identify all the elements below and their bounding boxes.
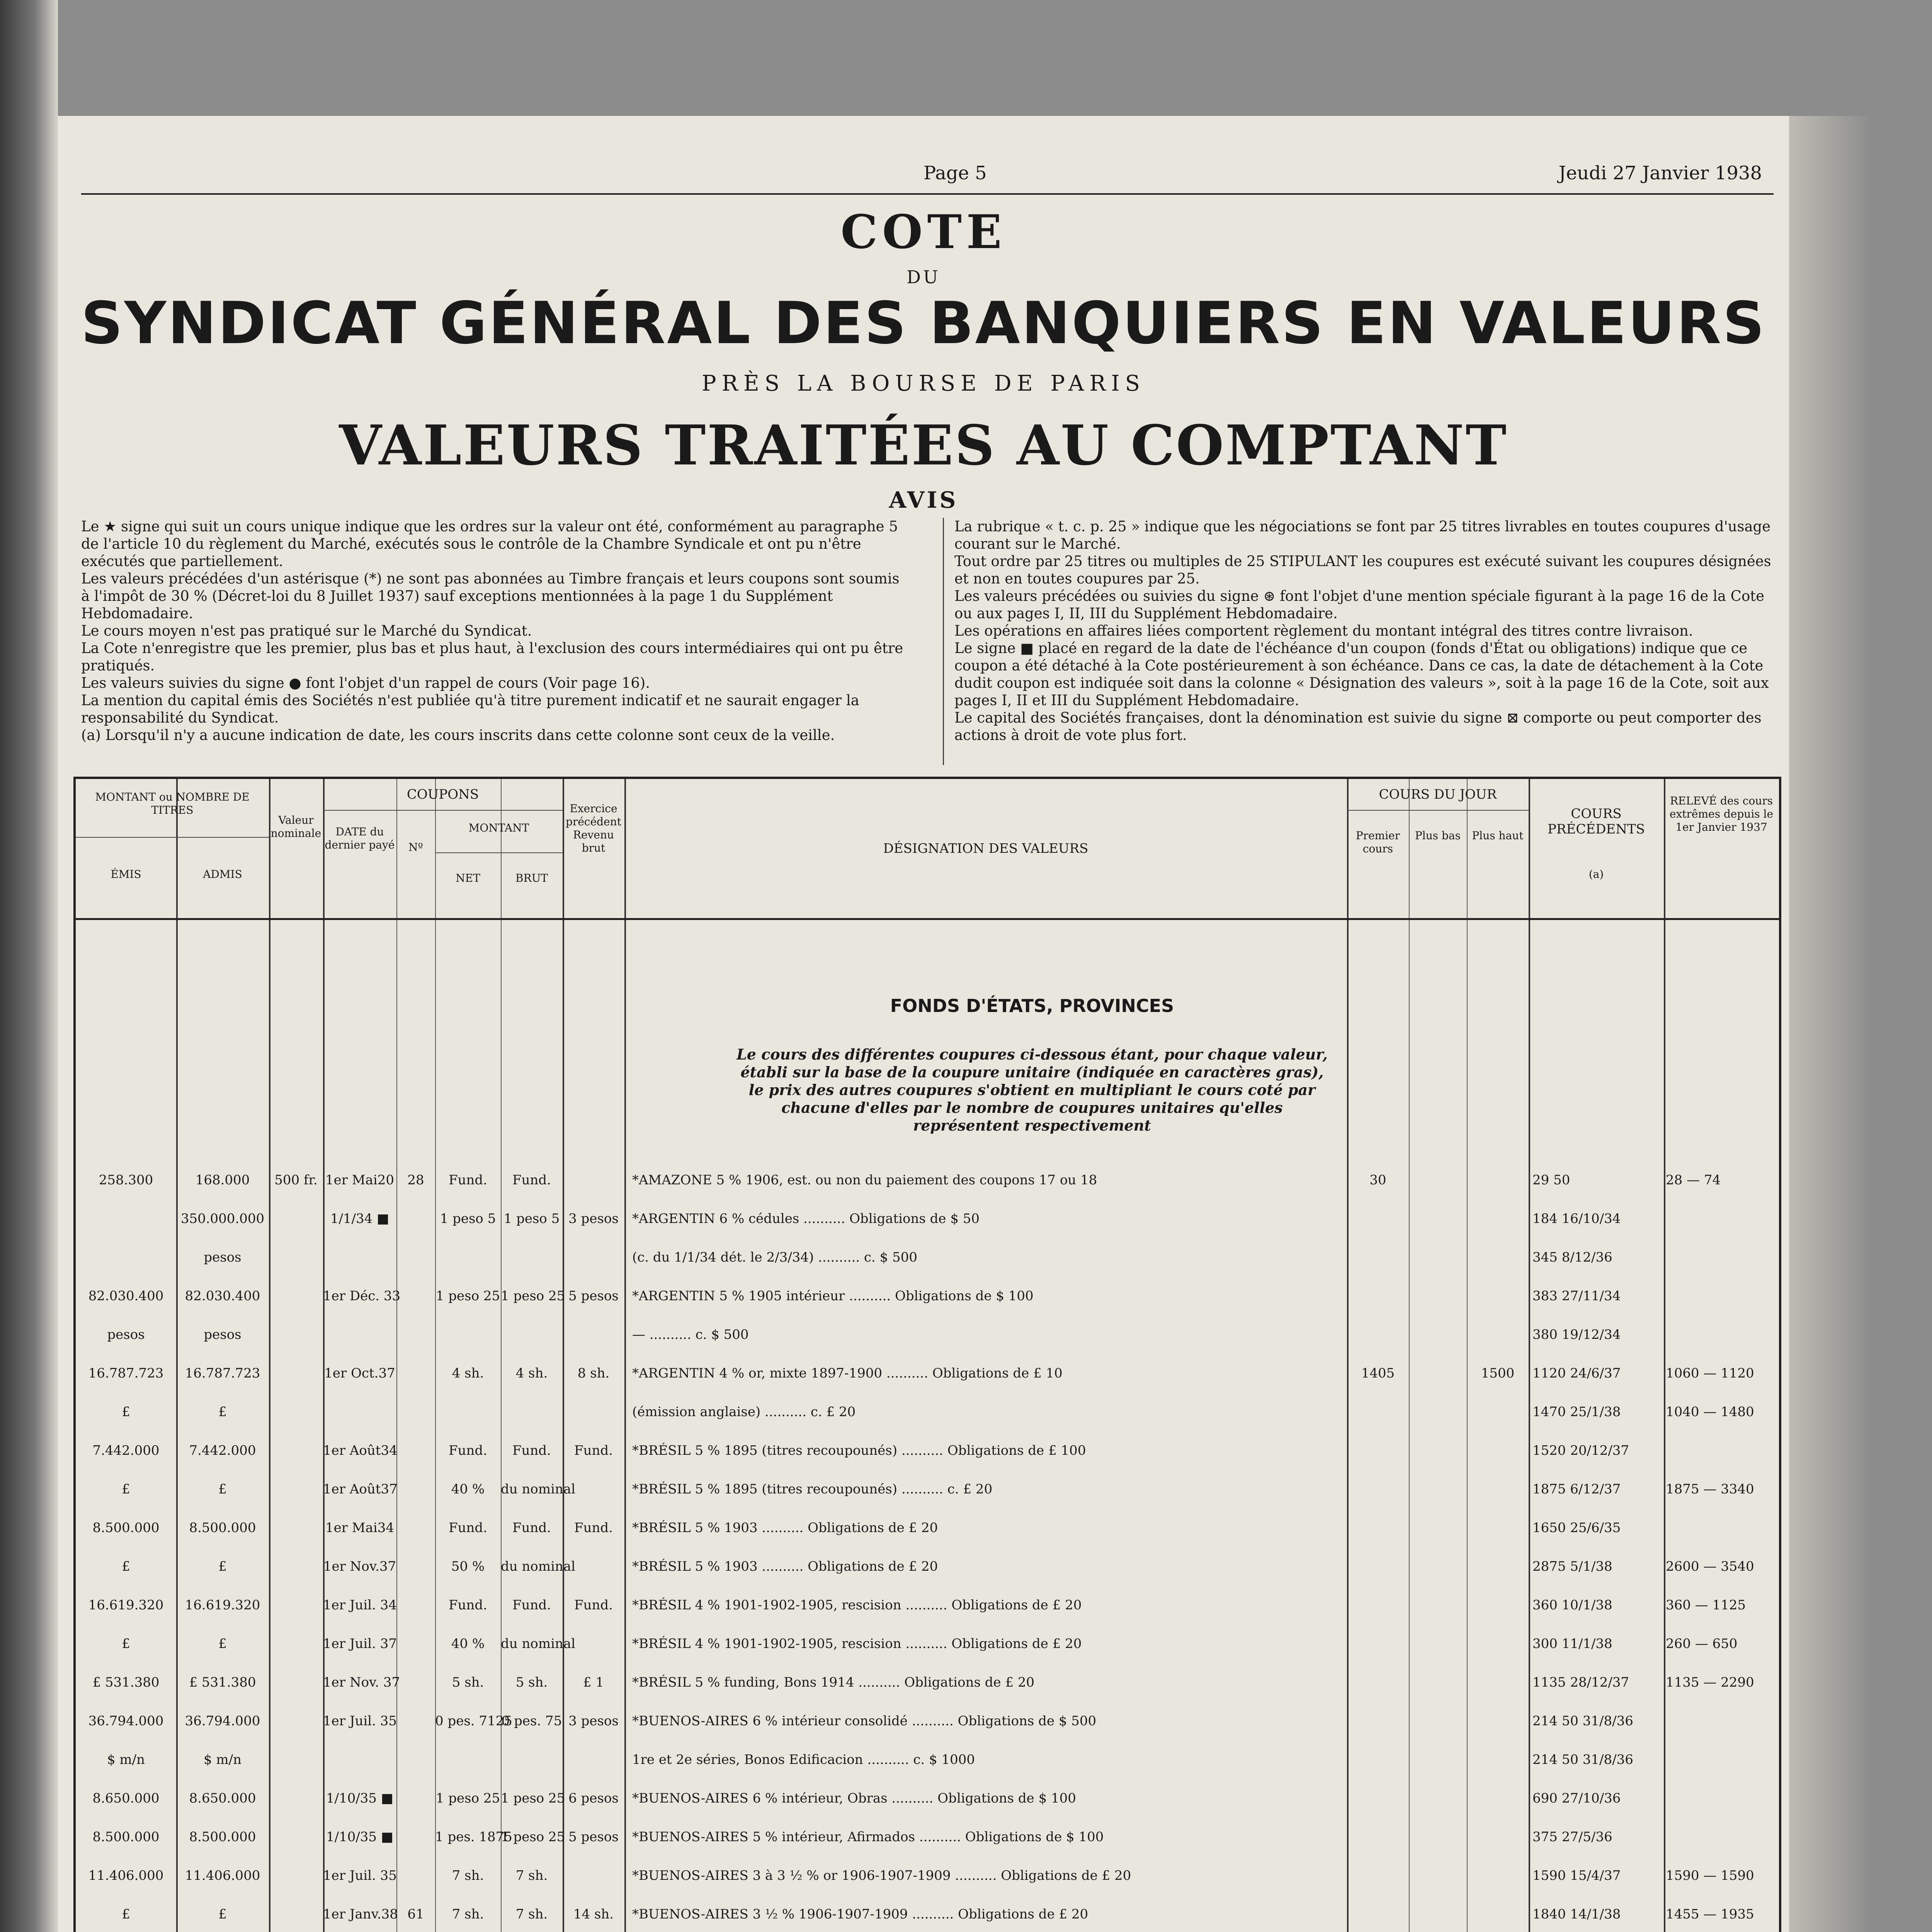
cell-emis: £ — [122, 1481, 130, 1497]
header-sub-rule — [76, 837, 269, 838]
cell-prec: 383 27/11/34 — [1532, 1288, 1621, 1304]
cell-exercice: Fund. — [574, 1443, 613, 1458]
cell-brut: Fund. — [512, 1172, 551, 1188]
header-sub-rule — [435, 852, 563, 853]
table-row — [76, 1169, 1779, 1191]
cell-exercice: 14 sh. — [573, 1906, 614, 1922]
book-binding-shadow — [0, 0, 58, 1932]
header-designation: DÉSIGNATION DES VALEURS — [883, 841, 1088, 856]
cell-releve: 1590 — 1590 — [1666, 1868, 1754, 1883]
cell-exercice: 6 pesos — [568, 1791, 619, 1806]
cell-emis: 11.406.000 — [88, 1868, 164, 1883]
cell-admis: $ m/n — [203, 1752, 242, 1767]
cell-net: 1 peso 25 — [435, 1288, 500, 1304]
cell-date: 1er Déc. 33 — [323, 1288, 401, 1304]
avis-paragraph: La mention du capital émis des Sociétés n'est publiée qu'à titre purement indicatif et ne saurait engager la responsabilité du Syndicat. — [81, 692, 859, 726]
issue-date: Jeudi 27 Janvier 1938 — [1558, 162, 1762, 184]
page-number: Page 5 — [923, 162, 987, 184]
cell-date: 1/10/35 ■ — [326, 1791, 393, 1806]
cell-net: Fund. — [449, 1172, 487, 1188]
cell-exercice: 3 pesos — [568, 1713, 619, 1729]
cell-date: 1er Janv.38 — [323, 1906, 398, 1922]
cell-prec: 29 50 — [1532, 1172, 1570, 1188]
avis-paragraph: Les valeurs précédées d'un astérisque (*) ne sont pas abonnées au Timbre français et leurs coupons sont soumis à l'impôt de 30 % (Décret-loi du 8 Juillet 1937) sauf exceptions mentionnées à la page 1 du Supplément Hebdomadaire. — [81, 570, 900, 622]
cell-designation: *BUENOS-AIRES 3 ½ % 1906-1907-1909 .......... Obligations de £ 20 — [632, 1906, 1088, 1922]
cell-designation: *BRÉSIL 5 % 1903 .......... Obligations de £ 20 — [632, 1559, 938, 1574]
cell-designation: — .......... c. $ 500 — [632, 1327, 749, 1342]
avis-left-column — [81, 518, 908, 744]
cell-brut: 4 sh. — [515, 1366, 548, 1381]
avis-paragraph: (a) Lorsqu'il n'y a aucune indication de date, les cours inscrits dans cette colonne sont ceux de la veille. — [81, 727, 835, 743]
cell-designation: *ARGENTIN 6 % cédules .......... Obligations de $ 50 — [632, 1211, 980, 1226]
cell-prec: 345 8/12/36 — [1532, 1250, 1612, 1265]
cell-brut: 1 peso 5 — [503, 1211, 560, 1226]
cell-emis: $ m/n — [107, 1752, 145, 1767]
cell-prec: 1590 15/4/37 — [1532, 1868, 1621, 1883]
header-emis: ÉMIS — [111, 868, 141, 881]
cell-brut: Fund. — [512, 1597, 551, 1613]
header-montant-coupon: MONTANT — [468, 821, 529, 834]
cell-designation: 1re et 2e séries, Bonos Edificacion .......... c. $ 1000 — [632, 1752, 975, 1767]
header-date-dernier: DATE du dernier payé — [325, 825, 395, 851]
table-row — [76, 1826, 1779, 1848]
header-cours-jour: COURS DU JOUR — [1379, 787, 1497, 802]
cell-admis: 350.000.000 — [180, 1211, 265, 1226]
section-fonds-note: Le cours des différentes coupures ci-dessous étant, pour chaque valeur, établi sur la base de la coupure unitaire (indiquée en caractères gras), le prix des autres coupures s'obtient en multipliant le cours coté par chacune d'elles par le nombre de coupures unitaires qu'elles représentent respectivement — [736, 1046, 1328, 1134]
avis-paragraph: Les valeurs suivies du signe ● font l'objet d'un rappel de cours (Voir page 16). — [81, 675, 650, 691]
table-row — [76, 1478, 1779, 1500]
cell-date: 1er Mai20 — [325, 1172, 395, 1188]
cell-brut: 1 peso 25 — [501, 1288, 565, 1304]
cell-releve: 1455 — 1935 — [1666, 1906, 1754, 1922]
avis-divider — [943, 518, 944, 765]
avis-paragraph: Les opérations en affaires liées comportent règlement du montant intégral des titres contre livraison. — [954, 622, 1693, 639]
cell-emis: 16.787.723 — [88, 1366, 164, 1381]
cell-releve: 260 — 650 — [1666, 1636, 1738, 1651]
cell-valeur: 500 fr. — [274, 1172, 318, 1188]
cell-designation: *AMAZONE 5 % 1906, est. ou non du paiement des coupons 17 ou 18 — [632, 1172, 1097, 1188]
cell-date: 1er Juil. 35 — [323, 1713, 397, 1729]
cell-net: Fund. — [449, 1520, 487, 1536]
table-row — [76, 1556, 1779, 1577]
cell-releve: 2600 — 3540 — [1666, 1559, 1754, 1574]
cell-exercice: 3 pesos — [568, 1211, 619, 1226]
table-row — [76, 1903, 1779, 1925]
cell-emis: 8.500.000 — [92, 1829, 160, 1845]
cell-designation: *BRÉSIL 5 % funding, Bons 1914 .......... Obligations de £ 20 — [632, 1675, 1035, 1690]
cell-premier: 30 — [1369, 1172, 1386, 1188]
cell-designation: (c. du 1/1/34 dét. le 2/3/34) .......... c. $ 500 — [632, 1250, 917, 1265]
table-row — [76, 1633, 1779, 1655]
cell-brut: du nominal — [501, 1481, 575, 1497]
header-brut: BRUT — [515, 872, 548, 884]
header-exercice: Exercice précédent Revenu brut — [566, 802, 621, 854]
cell-admis: £ 531.380 — [189, 1675, 256, 1690]
cell-prec: 1135 28/12/37 — [1532, 1675, 1629, 1690]
cell-designation: *ARGENTIN 5 % 1905 intérieur .......... Obligations de $ 100 — [632, 1288, 1034, 1304]
table-row — [76, 1247, 1779, 1268]
header-releve: RELEVÉ des cours extrêmes depuis le 1er Janvier 1937 — [1669, 794, 1774, 833]
cell-designation: *BUENOS-AIRES 5 % intérieur, Afirmados .......... Obligations de $ 100 — [632, 1829, 1104, 1845]
cell-brut: 5 sh. — [515, 1675, 548, 1690]
cell-admis: 11.406.000 — [185, 1868, 260, 1883]
cell-admis: 168.000 — [195, 1172, 250, 1188]
table-row — [76, 1749, 1779, 1770]
cell-admis: £ — [218, 1404, 227, 1420]
cell-admis: 8.500.000 — [189, 1520, 256, 1536]
cell-designation: *BRÉSIL 5 % 1903 .......... Obligations de £ 20 — [632, 1520, 938, 1536]
cell-admis: 8.500.000 — [189, 1829, 256, 1845]
cell-date: 1er Oct.37 — [324, 1366, 395, 1381]
page-header — [81, 158, 1774, 193]
cell-brut: 0 pes. 75 — [501, 1713, 562, 1729]
cell-net: Fund. — [449, 1443, 487, 1458]
cell-brut: Fund. — [512, 1520, 551, 1536]
subtitle: PRÈS LA BOURSE DE PARIS — [701, 371, 1146, 396]
cell-prec: 184 16/10/34 — [1532, 1211, 1621, 1226]
table-row — [76, 1710, 1779, 1732]
cell-emis: £ — [122, 1404, 130, 1420]
cell-prec: 1470 25/1/38 — [1532, 1404, 1621, 1420]
cell-date: 1er Août37 — [323, 1481, 398, 1497]
header-montant: MONTANT ou NOMBRE DE TITRES — [95, 791, 250, 816]
cell-date: 1er Juil. 37 — [323, 1636, 397, 1651]
cell-exercice: Fund. — [574, 1597, 613, 1613]
page-edge-shadow — [1789, 116, 1932, 1932]
cell-net: 5 sh. — [452, 1675, 484, 1690]
avis-paragraph: La Cote n'enregistre que les premier, plus bas et plus haut, à l'exclusion des cours intermédiaires qui ont pu être pratiqués. — [81, 640, 903, 674]
cell-net: 4 sh. — [452, 1366, 484, 1381]
avis-paragraph: Le cours moyen n'est pas pratiqué sur le Marché du Syndicat. — [81, 622, 532, 639]
cell-haut: 1500 — [1481, 1366, 1515, 1381]
cell-admis: 36.794.000 — [185, 1713, 260, 1729]
cell-designation: *BUENOS-AIRES 6 % intérieur, Obras .......... Obligations de $ 100 — [632, 1791, 1076, 1806]
cell-prec: 1520 20/12/37 — [1532, 1443, 1629, 1458]
cell-net: Fund. — [449, 1597, 487, 1613]
cell-date: 1er Mai34 — [325, 1520, 395, 1536]
avis-paragraph: Les valeurs précédées ou suivies du signe ⊛ font l'objet d'une mention spéciale figurant à la page 16 de la Cote ou aux pages I, II, III du Supplément Hebdomadaire. — [954, 588, 1764, 622]
cell-premier: 1405 — [1361, 1366, 1395, 1381]
avis-paragraph: Le capital des Sociétés françaises, dont la dénomination est suivie du signe ⊠ comporte ou peut comporter des actions à droit de vote plus fort. — [954, 709, 1762, 743]
section-title: VALEURS TRAITÉES AU COMPTANT — [339, 413, 1508, 478]
cell-releve: 28 — 74 — [1666, 1172, 1721, 1188]
cell-prec: 380 19/12/34 — [1532, 1327, 1621, 1342]
header-sub-rule — [323, 810, 563, 811]
table-row — [76, 1594, 1779, 1616]
cell-emis: 258.300 — [99, 1172, 153, 1188]
cell-date: 1er Nov.37 — [323, 1559, 396, 1574]
cell-admis: pesos — [204, 1327, 242, 1342]
cell-admis: £ — [218, 1559, 227, 1574]
cell-admis: pesos — [204, 1250, 242, 1265]
avis-right-column — [954, 518, 1781, 744]
cell-prec: 214 50 31/8/36 — [1532, 1752, 1633, 1767]
header-sub-rule — [1347, 810, 1529, 811]
cell-releve: 1135 — 2290 — [1666, 1675, 1754, 1690]
cell-net: 1 pes. 1875 — [435, 1829, 512, 1845]
cell-num: 61 — [407, 1906, 424, 1922]
cell-emis: 8.650.000 — [92, 1791, 160, 1806]
cell-exercice: Fund. — [574, 1520, 613, 1536]
cell-prec: 1120 24/6/37 — [1532, 1366, 1621, 1381]
cell-brut: 7 sh. — [515, 1906, 548, 1922]
table-row — [76, 1208, 1779, 1230]
cell-date: 1/10/35 ■ — [326, 1829, 393, 1845]
header-bottom-rule — [76, 918, 1779, 920]
cell-releve: 1875 — 3340 — [1666, 1481, 1754, 1497]
table-row — [76, 1865, 1779, 1886]
cell-net: 40 % — [451, 1636, 485, 1651]
cell-date: 1er Nov. 37 — [323, 1675, 400, 1690]
cell-exercice: £ 1 — [583, 1675, 604, 1690]
table-row — [76, 1787, 1779, 1809]
cell-net: 1 peso 25 — [435, 1791, 500, 1806]
cell-releve: 360 — 1125 — [1666, 1597, 1746, 1613]
header-valeur: Valeur nominale — [270, 814, 321, 840]
cell-net: 7 sh. — [452, 1906, 484, 1922]
cell-net: 40 % — [451, 1481, 485, 1497]
header-net: NET — [456, 872, 480, 884]
cell-releve: 1040 — 1480 — [1666, 1404, 1754, 1420]
table-row — [76, 1440, 1779, 1461]
cell-net: 50 % — [451, 1559, 485, 1574]
cell-emis: £ — [122, 1906, 130, 1922]
cell-designation: *BRÉSIL 4 % 1901-1902-1905, rescision .......... Obligations de £ 20 — [632, 1597, 1082, 1613]
cell-designation: *BUENOS-AIRES 3 à 3 ½ % or 1906-1907-1909 .......... Obligations de £ 20 — [632, 1868, 1131, 1883]
cell-designation: *ARGENTIN 4 % or, mixte 1897-1900 .......... Obligations de £ 10 — [632, 1366, 1063, 1381]
cell-emis: 82.030.400 — [88, 1288, 164, 1304]
cell-emis: 36.794.000 — [88, 1713, 164, 1729]
cell-prec: 214 50 31/8/36 — [1532, 1713, 1633, 1729]
cell-brut: du nominal — [501, 1636, 575, 1651]
cell-brut: 1 peso 25 — [501, 1791, 565, 1806]
cell-prec: 360 10/1/38 — [1532, 1597, 1612, 1613]
table-row — [76, 1672, 1779, 1693]
newspaper-page — [58, 116, 1789, 1932]
du-word: DU — [906, 267, 940, 287]
cell-designation: *BRÉSIL 5 % 1895 (titres recoupounés) .......... Obligations de £ 100 — [632, 1443, 1086, 1458]
cell-date: 1er Août34 — [323, 1443, 398, 1458]
cote-title: COTE — [840, 205, 1007, 259]
cell-prec: 1840 14/1/38 — [1532, 1906, 1621, 1922]
cell-exercice: 5 pesos — [568, 1288, 619, 1304]
cell-prec: 1875 6/12/37 — [1532, 1481, 1621, 1497]
cell-emis: pesos — [107, 1327, 145, 1342]
cell-admis: 16.619.320 — [185, 1597, 260, 1613]
cell-net: 0 pes. 7125 — [435, 1713, 512, 1729]
cell-admis: 7.442.000 — [189, 1443, 256, 1458]
table-row — [76, 1324, 1779, 1345]
avis-paragraph: Le ★ signe qui suit un cours unique indique que les ordres sur la valeur ont été, conformément au paragraphe 5 de l'article 10 du règlement du Marché, exécutés sous le contrôle de la Chambre Syndicale et ont pu n'être exécutés que partiellement. — [81, 518, 898, 570]
table-row — [76, 1362, 1779, 1384]
cell-admis: £ — [218, 1636, 227, 1651]
table-row — [76, 1401, 1779, 1423]
cell-admis: 16.787.723 — [185, 1366, 260, 1381]
cell-admis: 8.650.000 — [189, 1791, 256, 1806]
cell-designation: *BRÉSIL 5 % 1895 (titres recoupounés) .......... c. £ 20 — [632, 1481, 993, 1497]
cell-exercice: 5 pesos — [568, 1829, 619, 1845]
cell-emis: £ — [122, 1559, 130, 1574]
header-cours-precedents-note: (a) — [1588, 868, 1604, 881]
cell-emis: £ — [122, 1636, 130, 1651]
cell-admis: £ — [218, 1906, 227, 1922]
header-plus-haut: Plus haut — [1472, 829, 1524, 842]
table-row — [76, 1285, 1779, 1307]
cell-releve: 1060 — 1120 — [1666, 1366, 1754, 1381]
header-premier: Premier cours — [1355, 829, 1400, 855]
header-plus-bas: Plus bas — [1415, 829, 1461, 842]
cell-num: 28 — [407, 1172, 424, 1188]
cell-emis: 16.619.320 — [88, 1597, 164, 1613]
cell-brut: 1 peso 25 — [501, 1829, 565, 1845]
cell-designation: *BRÉSIL 4 % 1901-1902-1905, rescision .......... Obligations de £ 20 — [632, 1636, 1082, 1651]
cell-designation: (émission anglaise) .......... c. £ 20 — [632, 1404, 856, 1420]
avis-title: AVIS — [889, 487, 958, 513]
header-numero: Nº — [408, 841, 423, 854]
cell-brut: Fund. — [512, 1443, 551, 1458]
cell-prec: 1650 25/6/35 — [1532, 1520, 1621, 1536]
section-fonds-title: FONDS D'ÉTATS, PROVINCES — [890, 995, 1174, 1016]
cell-prec: 375 27/5/36 — [1532, 1829, 1612, 1845]
cell-net: 7 sh. — [452, 1868, 484, 1883]
cell-net: 1 peso 5 — [440, 1211, 496, 1226]
cell-admis: £ — [218, 1481, 227, 1497]
main-title: SYNDICAT GÉNÉRAL DES BANQUIERS EN VALEURS — [81, 290, 1766, 357]
cell-emis: £ 531.380 — [92, 1675, 160, 1690]
cell-prec: 690 27/10/36 — [1532, 1791, 1621, 1806]
header-rule — [81, 193, 1774, 195]
cell-designation: *BUENOS-AIRES 6 % intérieur consolidé .......... Obligations de $ 500 — [632, 1713, 1097, 1729]
cell-prec: 300 11/1/38 — [1532, 1636, 1612, 1651]
cell-brut: du nominal — [501, 1559, 575, 1574]
cell-exercice: 8 sh. — [577, 1366, 610, 1381]
cell-admis: 82.030.400 — [185, 1288, 260, 1304]
cell-emis: 7.442.000 — [92, 1443, 160, 1458]
cell-brut: 7 sh. — [515, 1868, 548, 1883]
cell-emis: 8.500.000 — [92, 1520, 160, 1536]
avis-paragraph: Tout ordre par 25 titres ou multiples de 25 STIPULANT les coupures est exécuté suivant les coupures désignées et non en toutes coupures par 25. — [954, 553, 1771, 587]
header-coupons: COUPONS — [406, 787, 479, 802]
cell-date: 1er Juil. 35 — [323, 1868, 397, 1883]
cell-prec: 2875 5/1/38 — [1532, 1559, 1612, 1574]
quotation-table — [73, 777, 1781, 1932]
avis-paragraph: Le signe ■ placé en regard de la date de l'échéance d'un coupon (fonds d'État ou obligations) indique que ce coupon a été détaché à la Cote postérieurement à son échéance. Dans ce cas, la date de détachement à la Cote dudit coupon est indiquée soit dans la colonne « Désignation des valeurs », soit à la page 16 de la Cote, soit aux pages I, II et III du Supplément Hebdomadaire. — [954, 640, 1769, 709]
header-cours-precedents: COURS PRÉCÉDENTS — [1548, 806, 1645, 837]
header-admis: ADMIS — [203, 868, 242, 881]
cell-date: 1er Juil. 34 — [323, 1597, 397, 1613]
cell-date: 1/1/34 ■ — [330, 1211, 389, 1226]
avis-paragraph: La rubrique « t. c. p. 25 » indique que les négociations se font par 25 titres livrables en toutes coupures d'usage courant sur le Marché. — [954, 518, 1771, 552]
table-row — [76, 1517, 1779, 1539]
